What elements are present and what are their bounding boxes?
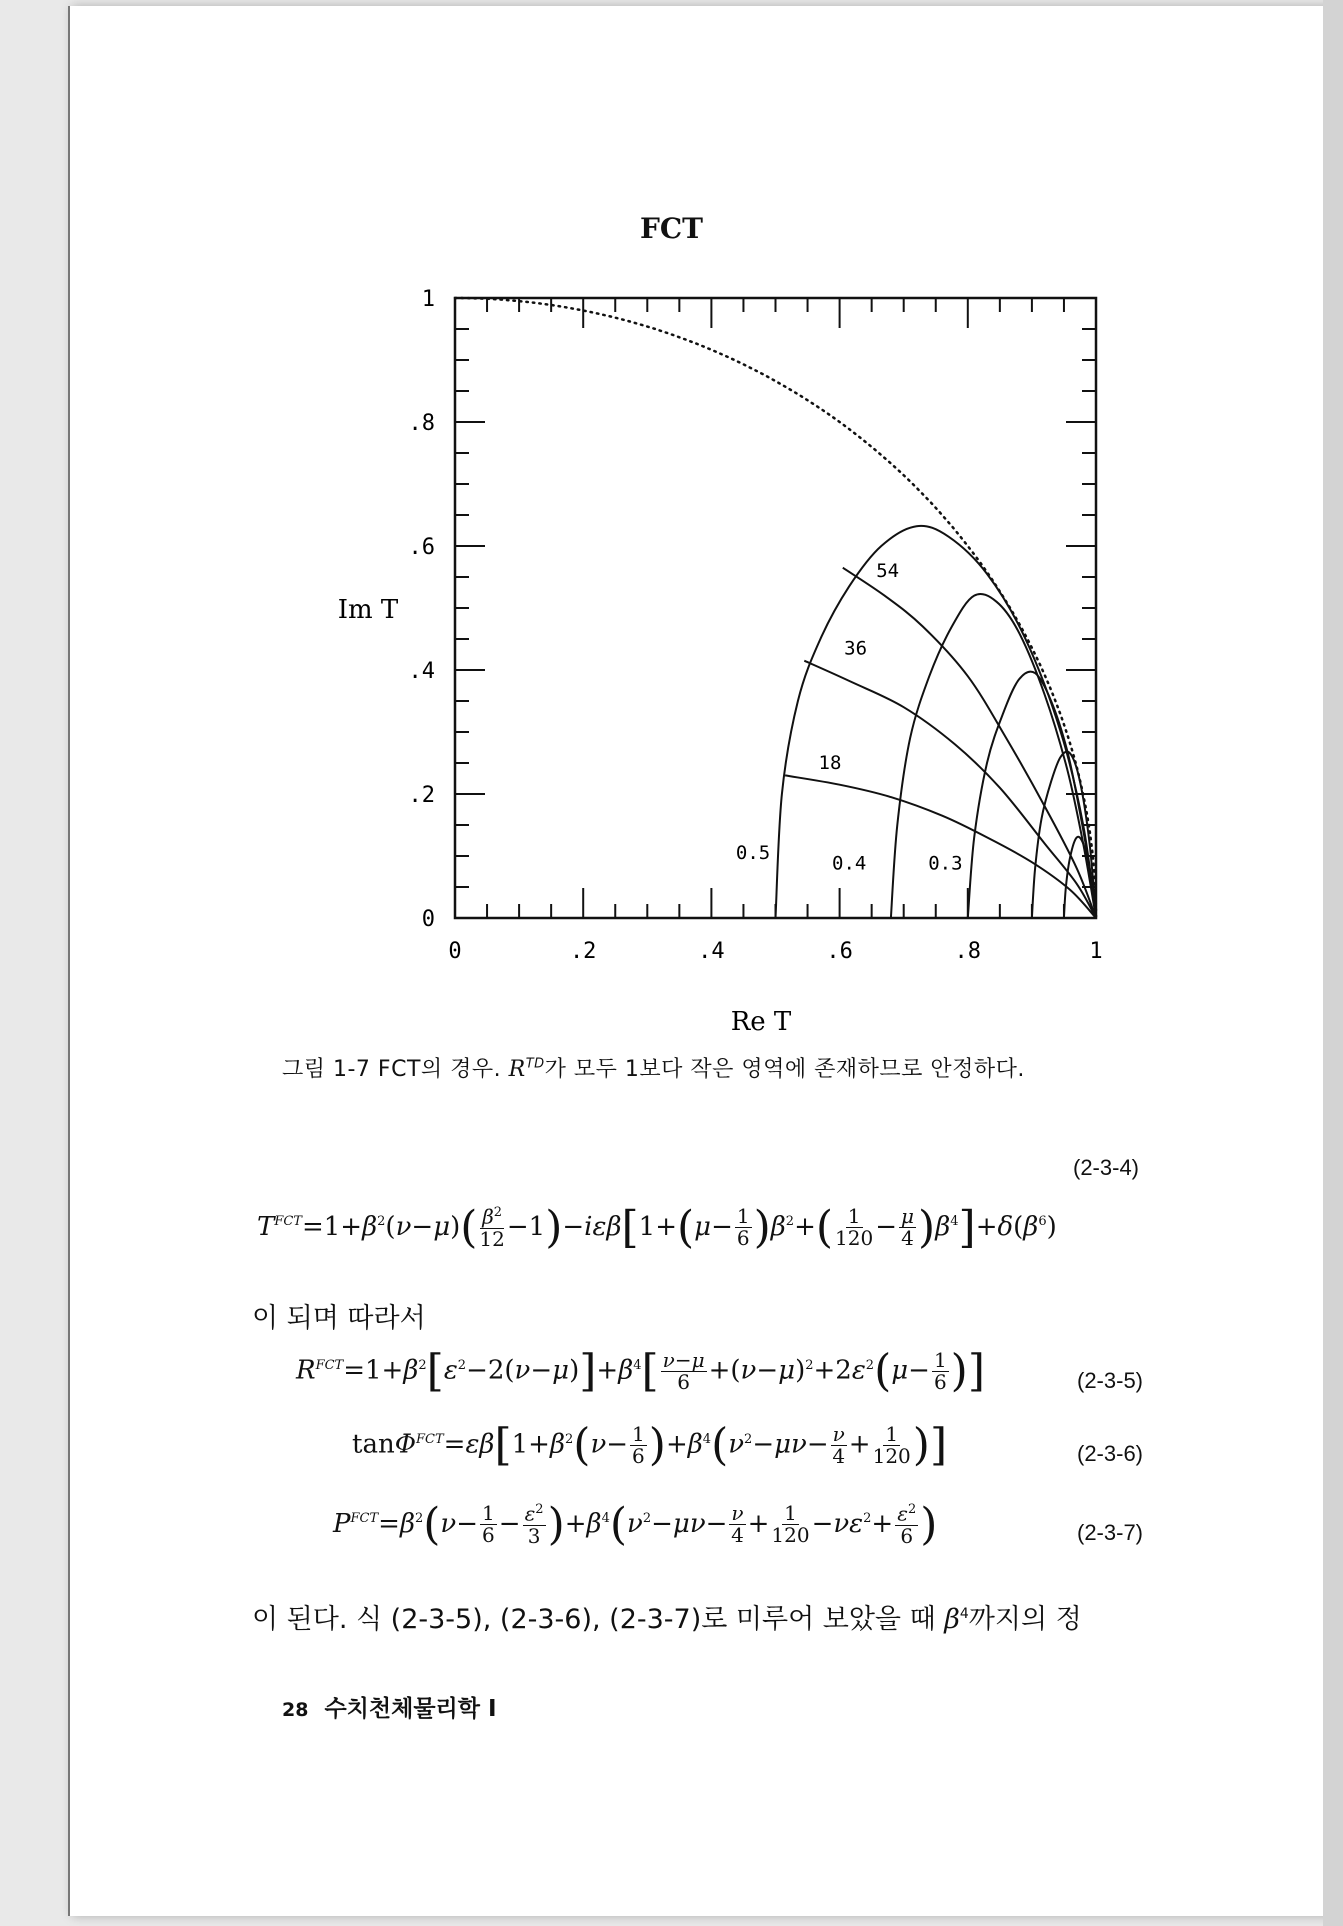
nu-curve — [804, 661, 1096, 918]
epsilon-label: 0.3 — [928, 852, 963, 875]
x-tick-label: .2 — [569, 939, 597, 964]
y-tick-label: .4 — [408, 659, 435, 684]
x-tick-label: 1 — [1089, 939, 1103, 964]
y-tick-label: 1 — [421, 287, 435, 312]
y-tick-label: .6 — [408, 535, 435, 560]
equation-number: (2-3-7) — [1077, 1520, 1144, 1545]
page-number: 28 — [282, 1699, 309, 1721]
equation-number: (2-3-5) — [1077, 1368, 1144, 1393]
nu-label: 54 — [876, 560, 900, 582]
nu-curve — [785, 775, 1096, 918]
curve-labels — [736, 560, 963, 875]
x-tick-label: .6 — [826, 939, 853, 964]
y-tick-label: .2 — [408, 783, 435, 808]
nu-curve — [843, 568, 1096, 918]
plot-frame — [455, 298, 1096, 918]
equation-2-3-4: $T^{FCT}=1+\beta^2(\nu-\mu)$( $\frac{\beta^2}{12}$ −1)−iεβ[1+(μ− $\frac{1}{6}$ )$\beta^2+$( $\frac{1}{120}$ − $\frac{\mu}{4}$ )$\beta^4]+\delta(\beta^6)$ — [257, 1201, 1057, 1253]
y-axis-label: Im T — [337, 595, 399, 625]
nu-label: 18 — [818, 752, 842, 775]
y-tick-label: 0 — [421, 907, 435, 932]
epsilon-curve — [968, 672, 1096, 918]
y-tick-label: .8 — [408, 411, 435, 436]
equation-2-3-5: $R^{FCT}=1+\beta^2[\varepsilon^2-2(\nu-\mu)]+\beta^4$[ $\frac{\nu-\mu}{6}$ $+(\nu-\mu)^2+2\varepsilon^2(\mu-$ $\frac{1}{6}$ )] — [296, 1345, 986, 1397]
x-tick-label: .8 — [954, 939, 982, 964]
x-tick-label: 0 — [448, 939, 462, 964]
body-line-2-start: 이 된다. 식 (2-3-5), (2-3-6), (2-3-7)로 미루어 보았을 때 — [252, 1604, 945, 1635]
epsilon-label: 0.4 — [832, 852, 867, 875]
page-footer — [282, 1690, 497, 1723]
x-tick-label: .4 — [698, 939, 725, 964]
body-line-2 — [252, 1597, 1082, 1636]
equation-number: (2-3-6) — [1077, 1441, 1144, 1466]
equation-2-3-6: $\tan\Phi^{FCT}=\varepsilon\beta[1+\beta^2(\nu-$ $\frac{1}{6}$ )$+\beta^4(\nu^2-\mu\nu-$ $\frac{\nu}{4}$ + $\frac{1}{120}$ )] — [352, 1419, 948, 1471]
equation-2-3-7: $P^{FCT}=\beta^2(\nu-$ $\frac{1}{6}$ − $\frac{\varepsilon^2}{3}$ )$+\beta^4(\nu^2-\mu\nu-$ $\frac{\nu}{4}$ + $\frac{1}{120}$ $-\nu\varepsilon^2+$ $\frac{\varepsilon^2}{6}$ ) — [333, 1498, 938, 1550]
nu-label: 36 — [844, 637, 868, 660]
axes — [455, 298, 1096, 918]
plot-curves — [455, 298, 1096, 918]
tick-marks — [455, 298, 1096, 918]
x-axis-label: Re T — [730, 1007, 792, 1037]
beta-symbol: β — [944, 1604, 960, 1635]
caption-prefix: 그림 1-7 FCT의 경우. — [282, 1057, 509, 1082]
book-title: 수치천체물리학 Ⅰ — [324, 1696, 497, 1722]
caption-superscript: TD — [525, 1056, 545, 1072]
body-line-2-end: 까지의 정 — [968, 1604, 1082, 1635]
chart-title: FCT — [640, 212, 703, 245]
figure-caption — [282, 1052, 1025, 1083]
equation-number: (2-3-4) — [1073, 1155, 1140, 1180]
unit-circle-curve — [455, 298, 1096, 918]
caption-symbol: R — [508, 1057, 526, 1082]
caption-suffix: 가 모두 1보다 작은 영역에 존재하므로 안정하다. — [544, 1057, 1025, 1082]
body-line-1: 이 되며 따라서 — [252, 1303, 426, 1334]
beta-power: 4 — [959, 1606, 969, 1622]
epsilon-label: 0.5 — [735, 842, 771, 865]
